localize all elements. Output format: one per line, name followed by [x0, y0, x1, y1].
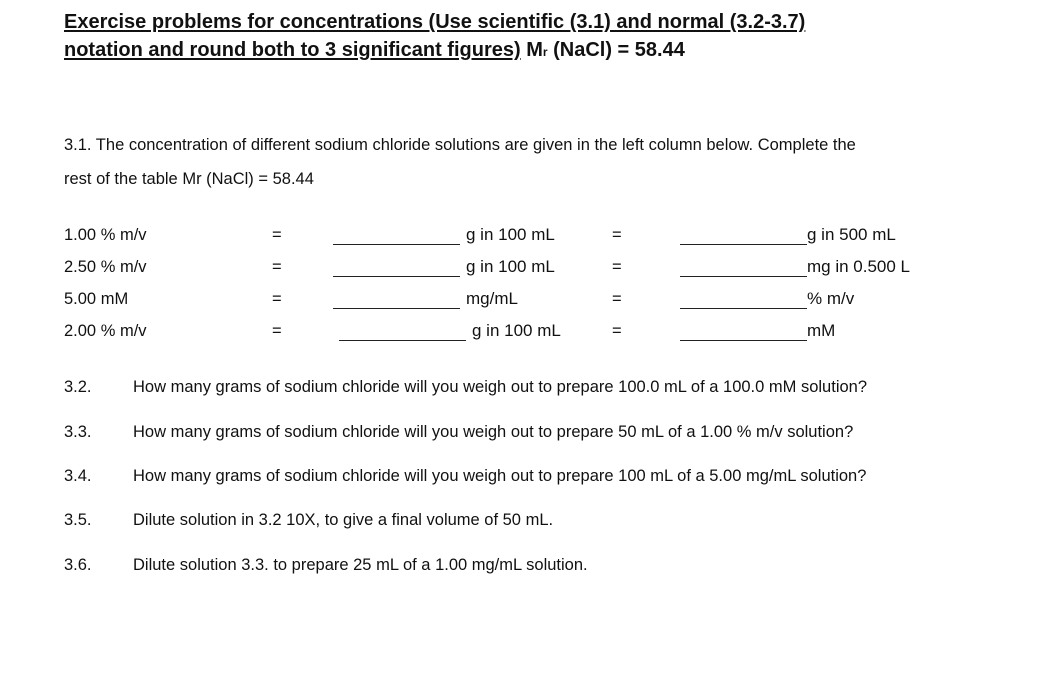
mr-label-rest: (NaCl) = 58.44 [547, 39, 685, 61]
table-row-1-eq2: = [612, 226, 622, 244]
question-3-5-text: Dilute solution in 3.2 10X, to give a final volume of 50 mL. [133, 511, 554, 529]
question-3-2-text: How many grams of sodium chloride will you weigh out to prepare 100.0 mL of a 100.0 mM solution? [133, 378, 868, 396]
table-row-3-blank-1[interactable] [333, 308, 460, 309]
mr-label-sub: r [542, 45, 548, 59]
question-3-6-text: Dilute solution 3.3. to prepare 25 mL of a 1.00 mg/mL solution. [133, 556, 588, 574]
table-row-4-unit1: g in 100 mL [472, 321, 561, 340]
mr-label-m: M [526, 39, 543, 61]
table-row-4-blank-2[interactable] [680, 340, 807, 341]
table-row-3-eq2: = [612, 290, 622, 308]
table-row-3-blank-2[interactable] [680, 308, 807, 309]
question-3-3-number: 3.3. [64, 423, 92, 441]
question-3-5-number: 3.5. [64, 511, 92, 529]
table-row-3-given: 5.00 mM [64, 290, 129, 308]
table-row-4-unit2: mM [807, 321, 836, 340]
mr-label [521, 39, 685, 61]
table-row-1-unit2: g in 500 mL [807, 225, 896, 244]
intro-line-1: 3.1. The concentration of different sodium chloride solutions are given in the left column below. Complete the [64, 136, 856, 154]
table-row-3-unit1: mg/mL [466, 289, 518, 308]
table-row-1-unit1: g in 100 mL [466, 225, 555, 244]
question-3-3-text: How many grams of sodium chloride will you weigh out to prepare 50 mL of a 1.00 % m/v solution? [133, 423, 854, 441]
table-row-4-blank-1[interactable] [339, 340, 466, 341]
title-line-2 [64, 38, 685, 64]
table-row-1-given: 1.00 % m/v [64, 226, 147, 244]
title-line-2-text: notation and round both to 3 significant figures) [64, 39, 521, 61]
table-row-4-given: 2.00 % m/v [64, 322, 147, 340]
table-row-3-eq1: = [272, 290, 282, 308]
table-row-2-given: 2.50 % m/v [64, 258, 147, 276]
table-row-2-unit1: g in 100 mL [466, 257, 555, 276]
intro-line-2: rest of the table Mr (NaCl) = 58.44 [64, 170, 314, 188]
table-row-1-eq1: = [272, 226, 282, 244]
question-3-6-number: 3.6. [64, 556, 92, 574]
table-row-2-blank-2[interactable] [680, 276, 807, 277]
table-row-2-eq2: = [612, 258, 622, 276]
table-row-2-blank-1[interactable] [333, 276, 460, 277]
title-line-1-text: Exercise problems for concentrations (Use scientific (3.1) and normal (3.2-3.7) [64, 11, 806, 33]
question-3-4-text: How many grams of sodium chloride will you weigh out to prepare 100 mL of a 5.00 mg/mL solution? [133, 467, 867, 485]
title-line-1 [64, 10, 805, 34]
table-row-2-eq1: = [272, 258, 282, 276]
table-row-1-blank-1[interactable] [333, 244, 460, 245]
table-row-2-unit2: mg in 0.500 L [807, 257, 911, 276]
question-3-2-number: 3.2. [64, 378, 92, 396]
table-row-3-unit2: % m/v [807, 289, 855, 308]
table-row-4-eq1: = [272, 322, 282, 340]
table-row-1-blank-2[interactable] [680, 244, 807, 245]
question-3-4-number: 3.4. [64, 467, 92, 485]
table-row-4-eq2: = [612, 322, 622, 340]
